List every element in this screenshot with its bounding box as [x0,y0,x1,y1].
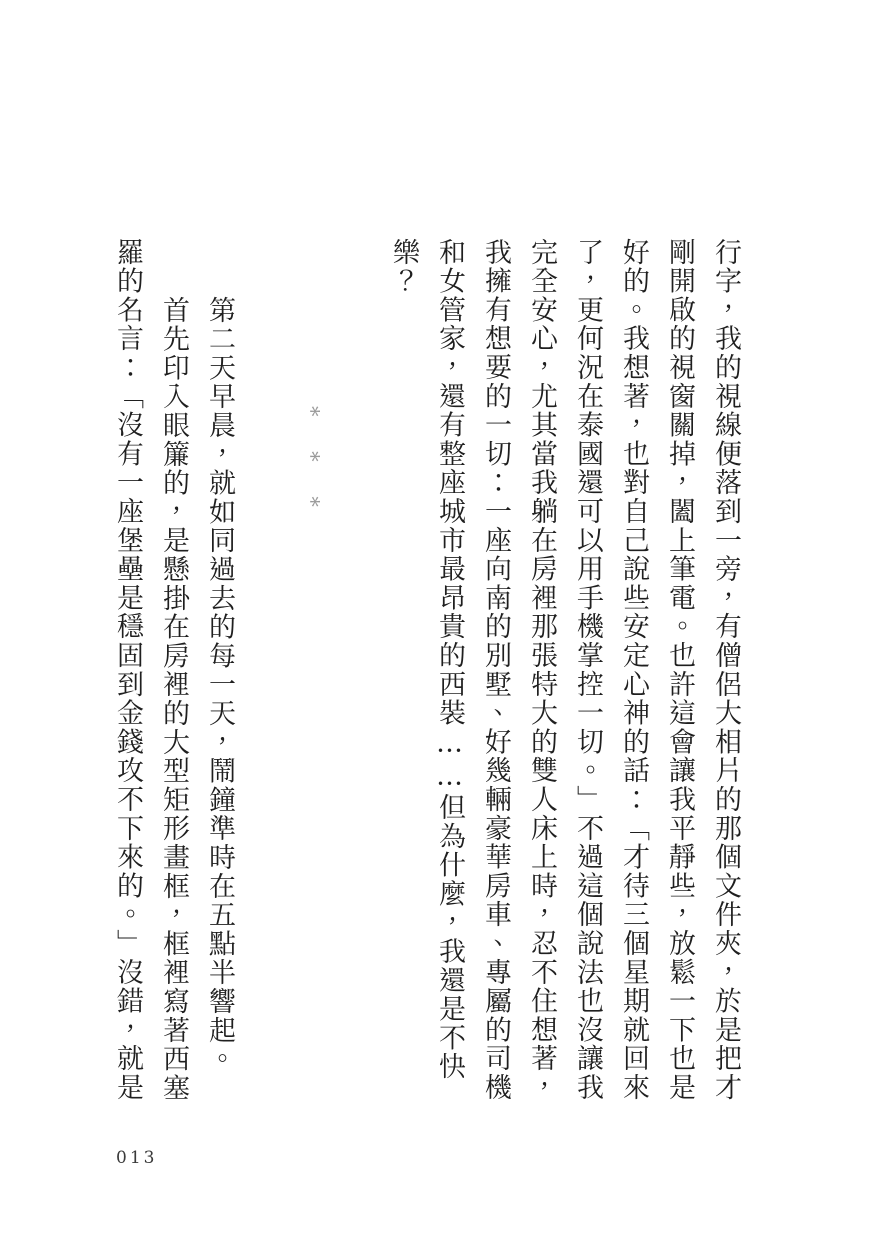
section-divider-asterisks: * * * [299,406,323,521]
page-number: 013 [116,1148,158,1168]
paragraph-cicero-quote: 首先印入眼簾的，是懸掛在房裡的大型矩形畫框，框裡寫著西塞羅的名言：「沒有一座堡壘是穩固到金錢攻不下來的。」沒錯，就是 [112,238,189,1103]
paragraph-second-morning: 第二天早晨，就如同過去的每一天，鬧鐘準時在五點半響起。 [204,296,235,1074]
body-text-block [104,238,748,1106]
paragraph-continuation: 行字，我的視線便落到一旁，有僧侶大相片的那個文件夾，於是把才剛開啟的視窗關掉，闔上筆電。也許這會讓我平靜些，放鬆一下也是好的。我想著，也對自己說些安定心神的話：「才待三個星期就回來了，更何況在泰國還可以用手機掌控一切。」不過這個說法也沒讓我完全安心，尤其當我躺在房裡那張特大的雙人床上時，忍不住想著，我擁有想要的一切：一座向南的別墅、好幾輛豪華房車、專屬的司機和女管家，還有整座城市最昂貴的西裝……但為什麼，我還是不快樂？ [388,238,741,1102]
